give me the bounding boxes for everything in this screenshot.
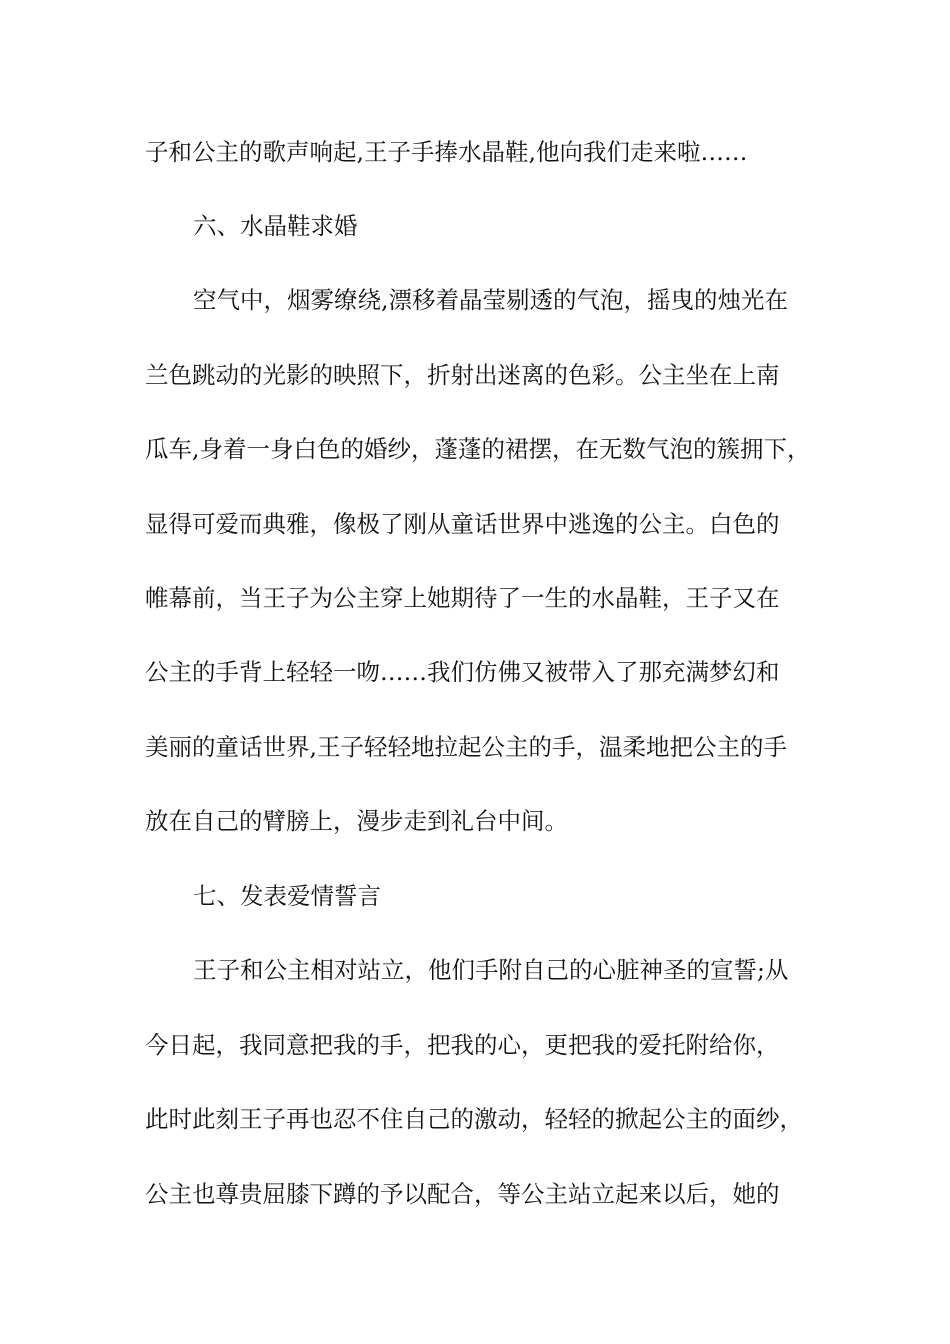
paragraph-line: 显得可爱而典雅，像极了刚从童话世界中逃逸的公主。白色的 [145, 510, 780, 538]
paragraph-line: 王子和公主相对站立，他们手附自己的心脏神圣的宣誓;从 [193, 956, 789, 984]
section-heading: 七、发表爱情誓言 [193, 882, 381, 910]
paragraph-line: 此时此刻王子再也忍不住自己的激动，轻轻的掀起公主的面纱， [145, 1105, 803, 1133]
paragraph-line: 美丽的童话世界,王子轻轻地拉起公主的手，温柔地把公主的手 [145, 733, 787, 761]
paragraph-line: 公主也尊贵屈膝下蹲的予以配合，等公主站立起来以后，她的 [145, 1180, 780, 1208]
paragraph-line: 公主的手背上轻轻一吻……我们仿佛又被带入了那充满梦幻和 [145, 658, 780, 686]
paragraph-line: 今日起，我同意把我的手，把我的心，更把我的爱托附给你， [145, 1031, 780, 1059]
paragraph-line: 兰色跳动的光影的映照下，折射出迷离的色彩。公主坐在上南 [145, 361, 780, 389]
paragraph-line: 瓜车,身着一身白色的婚纱，蓬蓬的裙摆，在无数气泡的簇拥下， [145, 435, 811, 463]
paragraph-line: 帷幕前，当王子为公主穿上她期待了一生的水晶鞋，王子又在 [145, 584, 780, 612]
paragraph-line: 空气中，烟雾缭绕,漂移着晶莹剔透的气泡，摇曳的烛光在 [193, 286, 788, 314]
paragraph-line: 放在自己的臂膀上，漫步走到礼台中间。 [145, 807, 568, 835]
section-heading: 六、水晶鞋求婚 [193, 212, 358, 240]
paragraph-line: 子和公主的歌声响起,王子手捧水晶鞋,他向我们走来啦…… [145, 138, 748, 166]
